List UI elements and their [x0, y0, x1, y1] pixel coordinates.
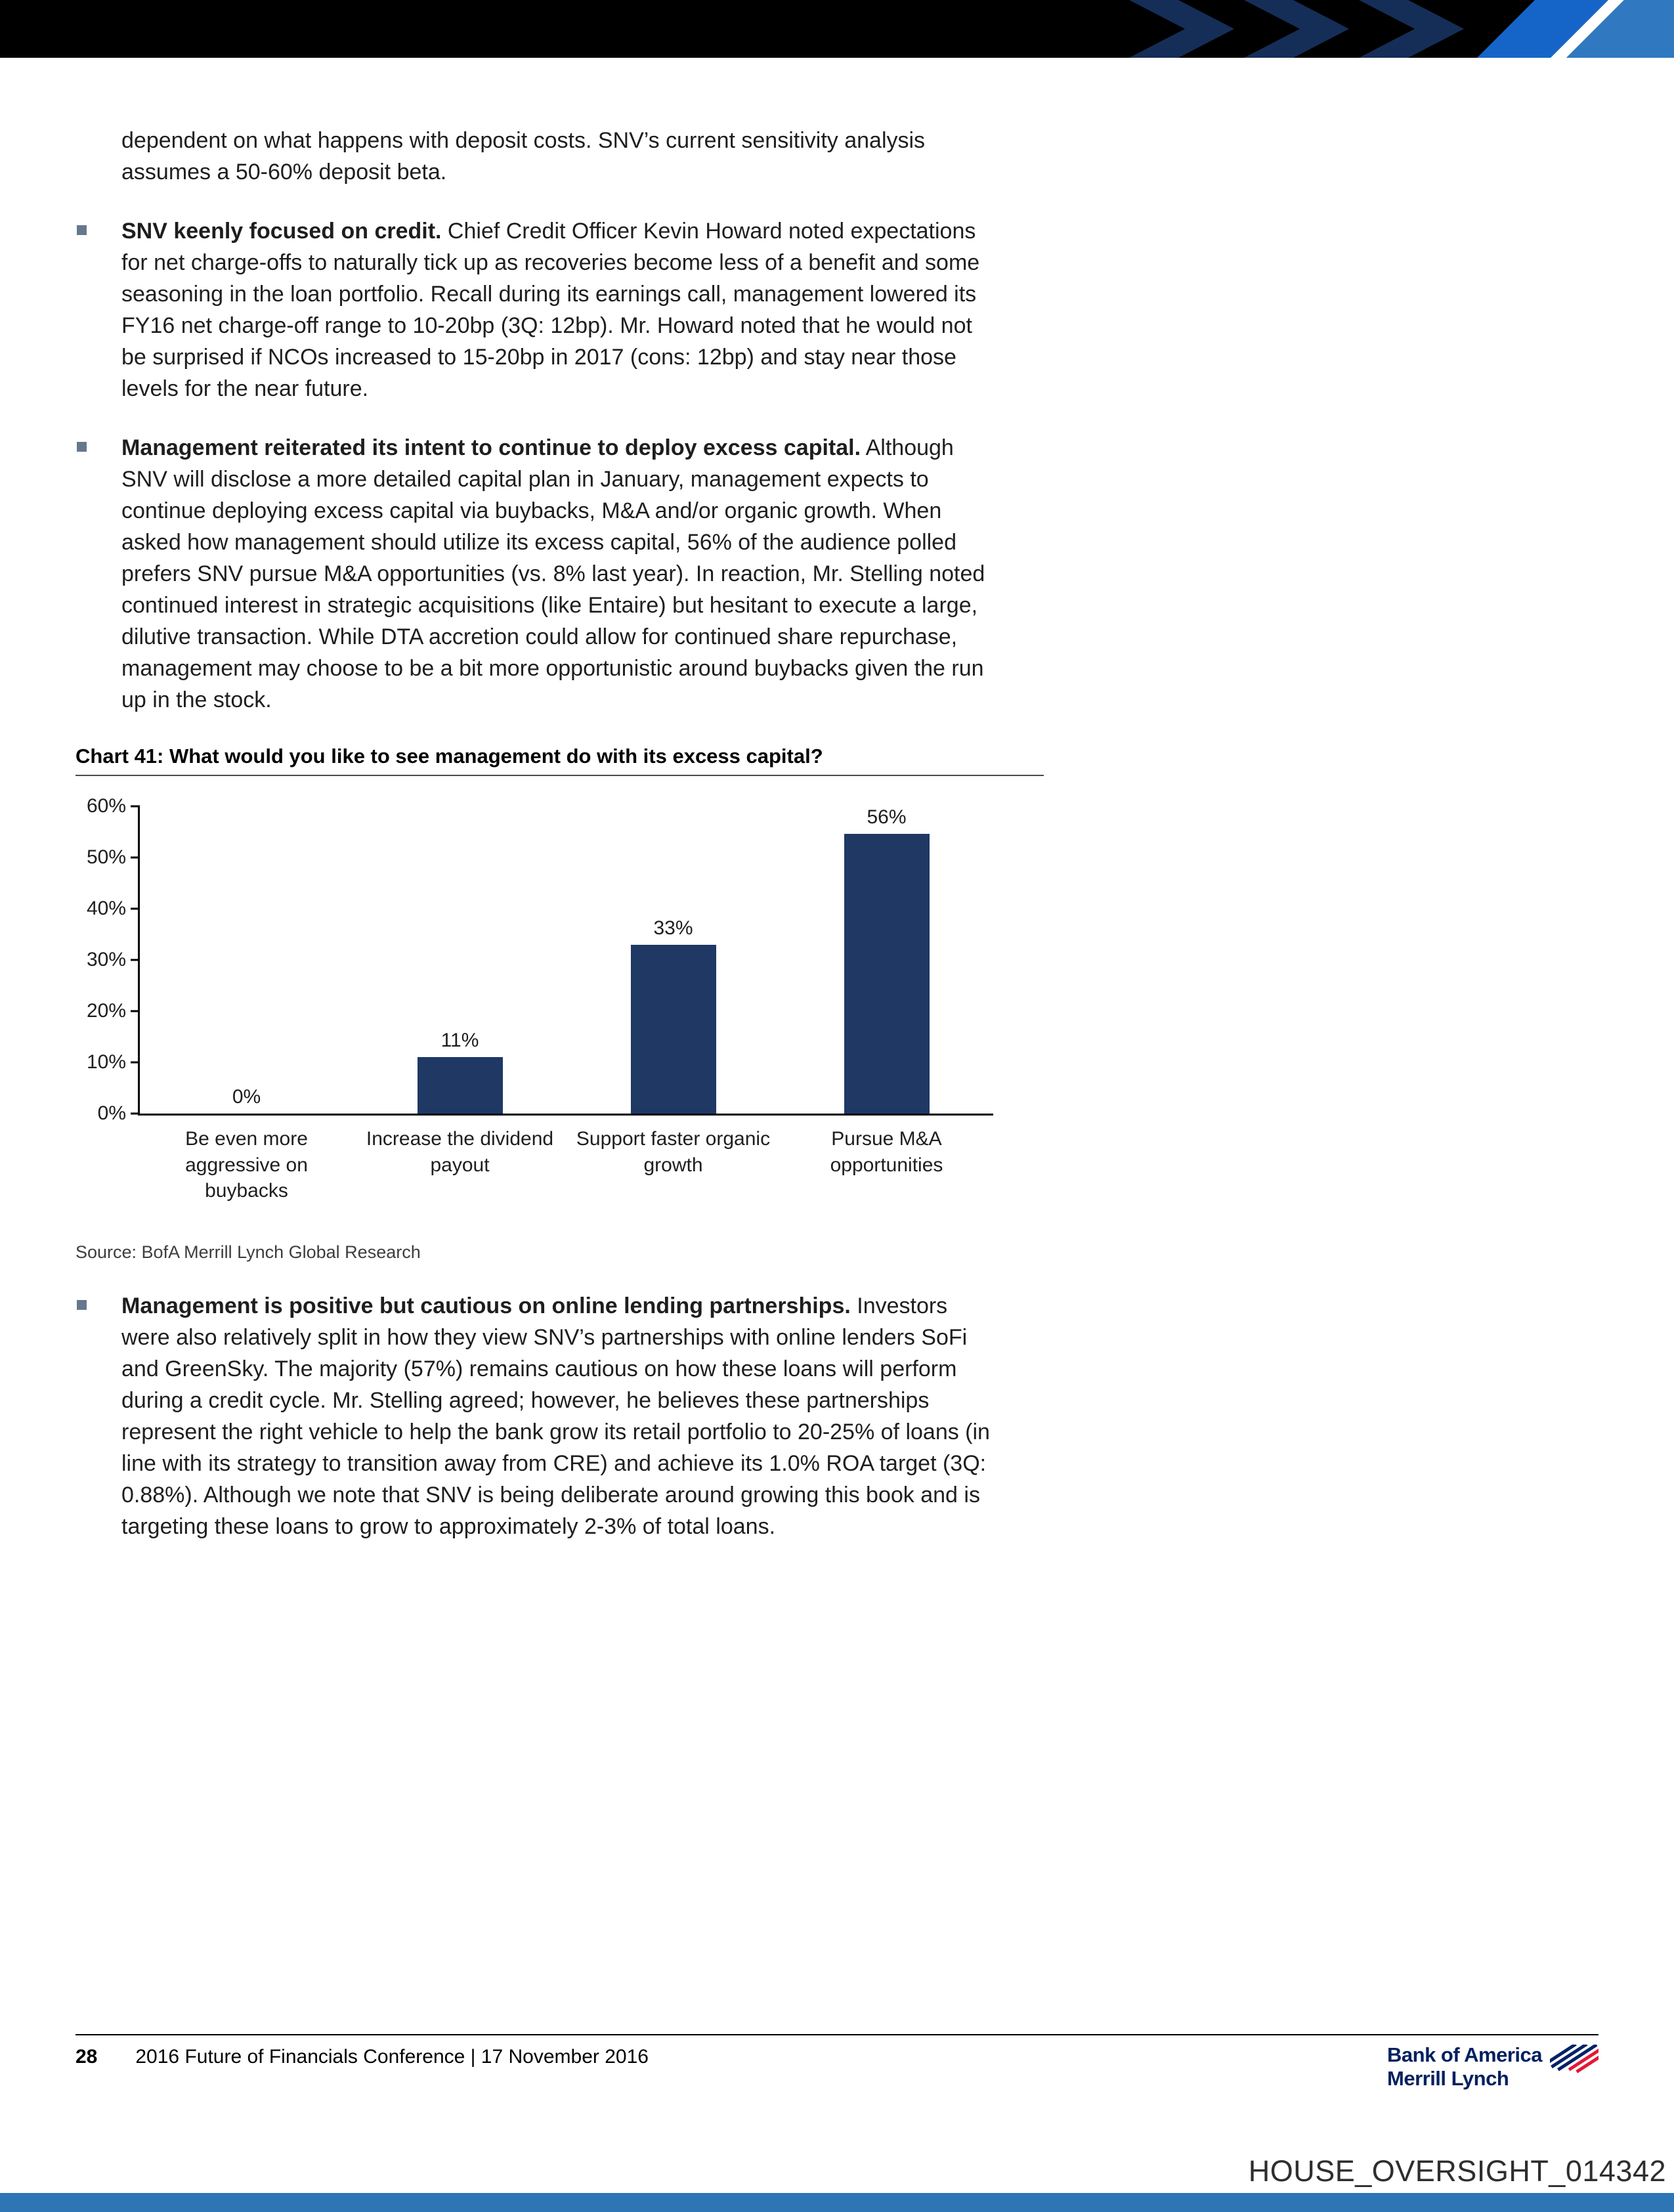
bullet-item-excess-capital	[75, 432, 1044, 716]
x-axis-category-label: Support faster organic growth	[576, 1128, 771, 1176]
x-axis-labels	[140, 1126, 993, 1204]
bar	[844, 834, 930, 1114]
banner-chevron-graphic	[1109, 0, 1674, 58]
page-footer	[75, 2034, 1599, 2090]
logo-line1: Bank of America	[1387, 2043, 1542, 2066]
bullet-square-icon	[75, 215, 121, 404]
y-axis-tick-mark	[131, 959, 140, 961]
bullet-body: Although SNV will disclose a more detailed capital plan in January, management expects to continue deploying excess capital via buybacks, M&A and/or organic growth. When asked how management should utilize its excess capital, 56% of the audience polled prefers SNV pursue M&A opportunities (vs. 8% last year). In reaction, Mr. Stelling noted continued interest in strategic acquisitions (like Entaire) but hesitant to execute a large, dilutive transaction. While DTA accretion could allow for continued share repurchase, management may choose to be a bit more opportunistic around buybacks given the run up in the stock.	[121, 435, 985, 712]
y-axis-tick-label: 20%	[86, 1000, 126, 1022]
x-axis-category-label: Increase the dividend payout	[366, 1128, 554, 1176]
chart-source: Source: BofA Merrill Lynch Global Research	[75, 1242, 421, 1262]
x-axis-category-label: Be even more aggressive on buybacks	[185, 1128, 308, 1202]
y-axis-tick-label: 10%	[86, 1051, 126, 1073]
bullet-item-online-lending	[75, 1290, 1044, 1542]
bar-column	[780, 806, 993, 1114]
bar-value-label: 11%	[440, 1030, 479, 1052]
bar-column	[353, 806, 567, 1114]
chart-title-rule	[75, 775, 1044, 776]
bullet-square-icon	[75, 432, 121, 716]
bullet-square-icon	[75, 1290, 121, 1542]
main-content	[75, 125, 1044, 1542]
footer-title: 2016 Future of Financials Conference | 17 November 2016	[135, 2046, 649, 2068]
y-axis	[75, 795, 138, 1124]
bar-chart	[75, 795, 1044, 1124]
bar-value-label: 33%	[653, 917, 693, 939]
bullet-paragraph	[121, 432, 1001, 716]
bofa-flag-icon	[1550, 2045, 1599, 2075]
y-axis-tick-label: 40%	[86, 898, 126, 919]
y-axis-tick-label: 30%	[86, 949, 126, 970]
bar-value-label: 0%	[232, 1086, 261, 1108]
logo-line2: Merrill Lynch	[1387, 2066, 1509, 2090]
y-axis-tick-mark	[131, 1062, 140, 1064]
y-axis-tick-mark	[131, 1010, 140, 1012]
bullet-lead: Management is positive but cautious on online lending partnerships.	[121, 1293, 851, 1318]
chart-41	[75, 745, 1044, 1263]
bullet-body: Chief Credit Officer Kevin Howard noted expectations for net charge-offs to naturally tick up as recoveries become less of a benefit and some seasoning in the loan portfolio. Recall during its earnings call, management lowered its FY16 net charge-off range to 10-20bp (3Q: 12bp). Mr. Howard noted that he would not be surprised if NCOs increased to 15-20bp in 2017 (cons: 12bp) and stay near those levels for the near future.	[121, 219, 980, 401]
page-number: 28	[75, 2046, 98, 2068]
chart-title: Chart 41: What would you like to see management do with its excess capital?	[75, 745, 823, 768]
y-axis-tick-label: 60%	[86, 795, 126, 817]
bullet-paragraph	[121, 1290, 1001, 1542]
bullet-lead: Management reiterated its intent to continue to deploy excess capital.	[121, 435, 861, 460]
bar-value-label: 56%	[867, 806, 907, 828]
bottom-blue-bar	[0, 2193, 1674, 2212]
bullet-body: Investors were also relatively split in how they view SNV’s partnerships with online lenders SoFi and GreenSky. The majority (57%) remains cautious on how these loans will perform during a credit cycle. Mr. Stelling agreed; however, he believes these partnerships represent the right vehicle to help the bank grow its retail portfolio to 20-25% of loans (in line with its strategy to transition away from CRE) and achieve its 1.0% ROA target (3Q: 0.88%). Although we note that SNV is being deliberate around growing this book and is targeting these loans to grow to approximately 2-3% of total loans.	[121, 1293, 990, 1539]
bar	[418, 1057, 503, 1114]
y-axis-tick-label: 0%	[97, 1102, 126, 1124]
y-axis-tick-mark	[131, 1113, 140, 1115]
bullet-lead: SNV keenly focused on credit.	[121, 219, 442, 244]
y-axis-tick-mark	[131, 857, 140, 859]
bar-column	[567, 806, 780, 1114]
x-axis-category-label: Pursue M&A opportunities	[830, 1128, 943, 1176]
plot-area	[138, 806, 993, 1116]
bullet-paragraph	[121, 215, 1001, 404]
bullet-item-credit	[75, 215, 1044, 404]
watermark-text: HOUSE_OVERSIGHT_014342	[1248, 2154, 1666, 2188]
bar	[631, 945, 716, 1114]
y-axis-tick-mark	[131, 908, 140, 910]
y-axis-tick-mark	[131, 806, 140, 808]
header-banner	[0, 0, 1674, 58]
y-axis-tick-label: 50%	[86, 846, 126, 868]
bar-column	[140, 806, 353, 1114]
intro-paragraph: dependent on what happens with deposit costs. SNV’s current sensitivity analysis assumes a 50-60% deposit beta.	[121, 128, 926, 184]
bofa-merrill-logo	[1387, 2043, 1599, 2090]
